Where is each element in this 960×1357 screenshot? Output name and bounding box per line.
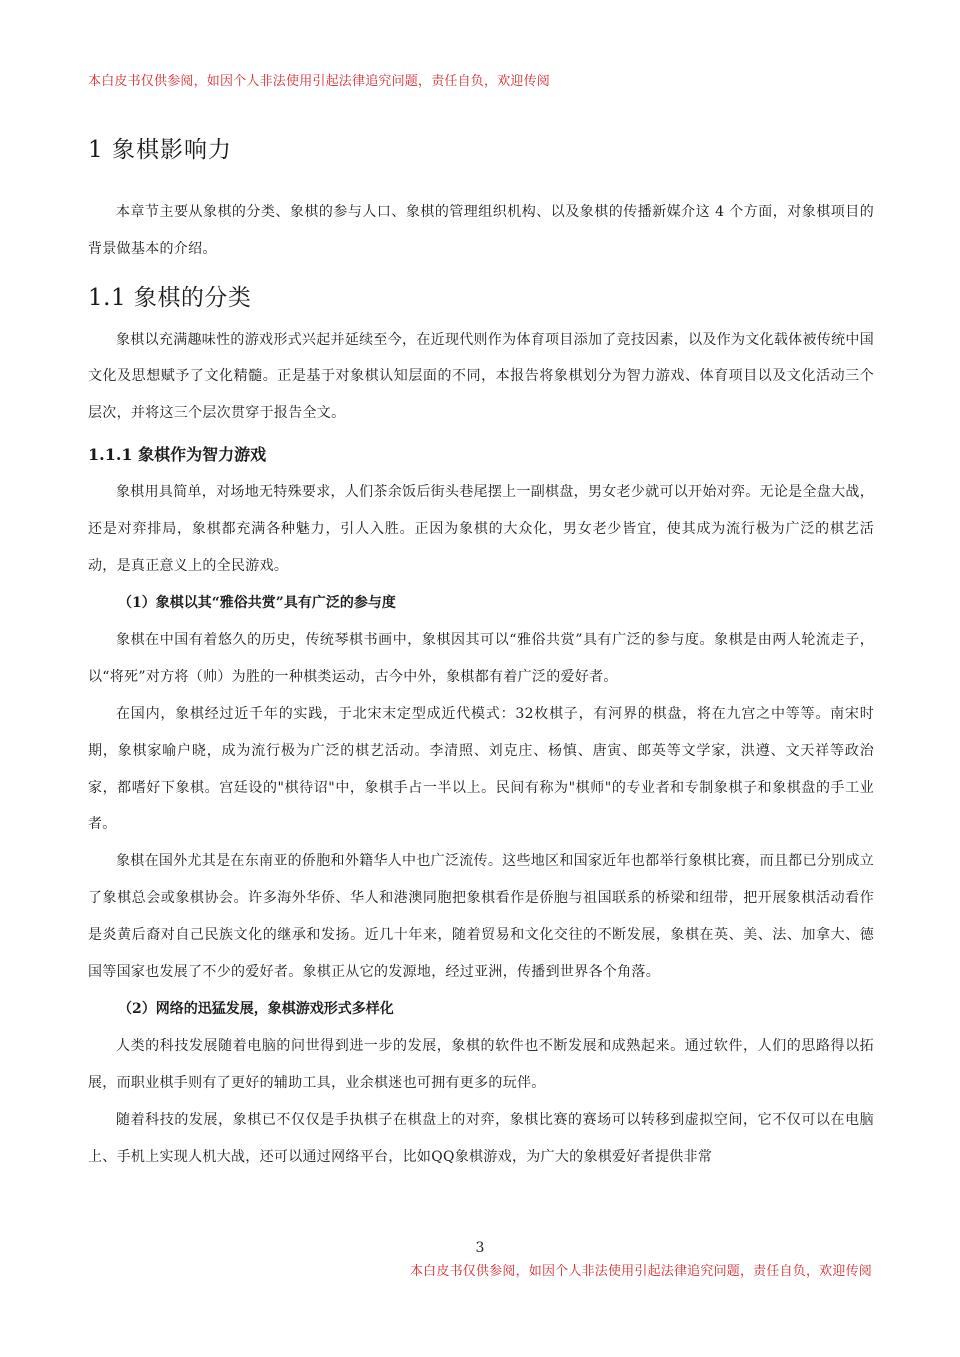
point2-title: （2）网络的迅猛发展，象棋游戏形式多样化 — [118, 1001, 394, 1018]
subsection-paragraph: 象棋用具简单，对场地无特殊要求，人们茶余饭后街头巷尾摆上一副棋盘，男女老少就可以开始对弈。无论是全盘大战，还是对弈排局，象棋都充满各种魅力，引人入胜。正因为象棋的大众化，男女老少皆宜，使其成为流行极为广泛的棋艺活动，是真正意义上的全民游戏。 — [88, 483, 874, 574]
point2-paragraph-2: 随着科技的发展，象棋已不仅仅是手执棋子在棋盘上的对弈，象棋比赛的赛场可以转移到虚拟空间，它不仅可以在电脑上、手机上实现人机大战，还可以通过网络平台，比如QQ象棋游戏，为广大的象棋爱好者提供非常 — [88, 1111, 874, 1165]
point1-paragraph-1: 象棋在中国有着悠久的历史，传统琴棋书画中，象棋因其可以“雅俗共赏”具有广泛的参与度。象棋是由两人轮流走子，以“将死”对方将（帅）为胜的一种棋类运动，古今中外，象棋都有着广泛的爱好者。 — [88, 632, 874, 686]
page-content — [88, 118, 874, 1176]
page-number: 3 — [475, 1240, 485, 1256]
point1-title: （1）象棋以其“雅俗共赏”具有广泛的参与度 — [118, 595, 396, 612]
point1-paragraph-2: 在国内，象棋经过近千年的实践，于北宋末定型成近代模式：32枚棋子，有河界的棋盘，将在九宫之中等等。南宋时期，象棋家喻户晓，成为流行极为广泛的棋艺活动。李清照、刘克庄、杨慎、唐寅、郎英等文学家，洪遵、文天祥等政治家，都嗜好下象棋。宫廷设的"棋待诏"中，象棋手占一半以上。民间有称为"棋师"的专业者和专制象棋子和象棋盘的手工业者。 — [88, 705, 874, 833]
point1-paragraph-3: 象棋在国外尤其是在东南亚的侨胞和外籍华人中也广泛流传。这些地区和国家近年也都举行象棋比赛，而且都已分别成立了象棋总会或象棋协会。许多海外华侨、华人和港澳同胞把象棋看作是侨胞与祖国联系的桥梁和纽带，把开展象棋活动看作是炎黄后裔对自己民族文化的继承和发扬。近几十年来，随着贸易和文化交往的不断发展，象棋在英、美、法、加拿大、德国等国家也发展了不少的爱好者。象棋正从它的发源地，经过亚洲，传播到世界各个角落。 — [88, 853, 874, 980]
section-paragraph: 象棋以充满趣味性的游戏形式兴起并延续至今，在近现代则作为体育项目添加了竞技因素，以及作为文化载体被传统中国文化及思想赋予了文化精髓。正是基于对象棋认知层面的不同，本报告将象棋划分为智力游戏、体育项目以及文化活动三个层次，并将这三个层次贯穿于报告全文。 — [88, 331, 874, 422]
chapter-intro: 本章节主要从象棋的分类、象棋的参与人口、象棋的管理组织机构、以及象棋的传播新媒介这 4 个方面，对象棋项目的背景做基本的介绍。 — [88, 204, 874, 257]
subsection-title: 1.1.1 象棋作为智力游戏 — [88, 444, 267, 464]
chapter-title: 1 象棋影响力 — [88, 137, 232, 163]
point2-paragraph-1: 人类的科技发展随着电脑的问世得到进一步的发展，象棋的软件也不断发展和成熟起来。通过软件，人们的思路得以拓展，而职业棋手则有了更好的辅助工具，业余棋迷也可拥有更多的玩伴。 — [88, 1038, 874, 1092]
section-title: 1.1 象棋的分类 — [88, 284, 252, 311]
header-disclaimer: 本白皮书仅供参阅，如因个人非法使用引起法律追究问题，责任自负，欢迎传阅 — [88, 74, 551, 89]
footer-disclaimer: 本白皮书仅供参阅，如因个人非法使用引起法律追究问题，责任自负，欢迎传阅 — [409, 1264, 872, 1279]
